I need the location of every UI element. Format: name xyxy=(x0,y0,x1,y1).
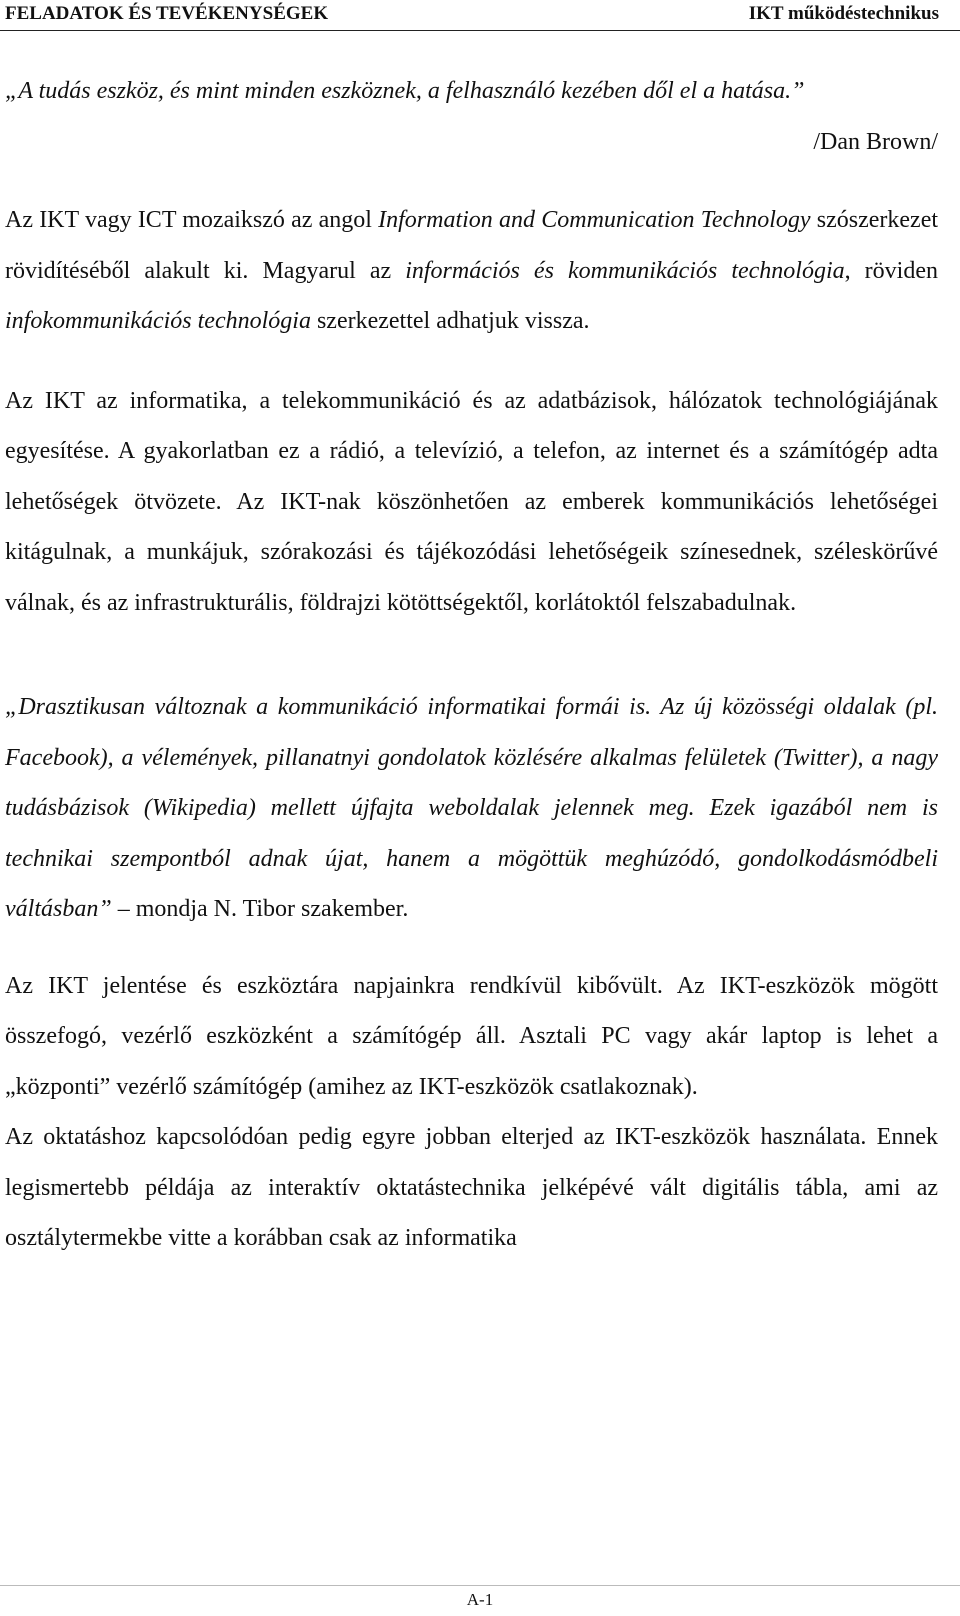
paragraph-ikt-tools: Az IKT jelentése és eszköztára napjainkra rendkívül kibővült. Az IKT-eszközök mögött összefogó, vezérlő eszközként a számítógép áll. Asztali PC vagy akár laptop is lehet a „központi” vezérlő számítógép (amihez az IKT-eszközök csatlakoznak). xyxy=(5,972,938,1100)
header-section-title: FELADATOK ÉS TEVÉKENYSÉGEK xyxy=(5,3,329,24)
text-run: szószerkezet rövidítéséből alakult ki. Magyarul az xyxy=(5,207,939,284)
text-run: Az IKT vagy ICT mozaikszó az angol xyxy=(5,207,379,233)
paragraph-expert-quote xyxy=(5,682,938,935)
page-number: A-1 xyxy=(466,1590,494,1609)
running-header xyxy=(0,0,960,31)
paragraph-ikt-integration: Az IKT az informatika, a telekommunikáció és az adatbázisok, hálózatok technológiájának egyesítése. A gyakorlatban ez a rádió, a televízió, a telefon, az internet és a számítógép adta lehetőségek ötvözete. Az IKT-nak köszönhetően az emberek kommunikációs lehetőségei kitágulnak, a munkájuk, szórakozási és tájékozódási lehetőségeik színesednek, széleskörűvé válnak, és az infrastrukturális, földrajzi kötöttségektől, korlátoktól felszabadulnak. xyxy=(5,387,938,616)
text-run-italic: információs és kommunikációs technológia xyxy=(405,257,845,284)
text-run-italic: Information and Communication Technology xyxy=(378,207,811,233)
text-run: – mondja N. Tibor szakember. xyxy=(111,896,409,922)
footer-divider xyxy=(0,1585,960,1586)
text-run-italic: infokommunikációs technológia xyxy=(5,308,311,334)
page-body xyxy=(5,66,938,1264)
header-course-title: IKT működéstechnikus xyxy=(748,3,939,24)
text-run: , röviden xyxy=(844,257,938,284)
paragraph-education: Az oktatáshoz kapcsolódóan pedig egyre jobban elterjed az IKT-eszközök használata. Ennek legismertebb példája az interaktív oktatástechnika jelképévé vált digitális tábla, ami az osztálytermekbe vitte a korábban csak az informatika xyxy=(5,1124,938,1251)
text-run-italic: „Drasztikusan változnak a kommunikáció informatikai formái is. Az új közösségi oldalak (pl. Facebook), a vélemények, pillanatnyi gondolatok közlésére alkalmas felületek (Twitter), a nagy tudásbázisok (Wikipedia) mellett újfajta weboldalak jelennek meg. Ezek igazából nem is technikai szempontból adnak újat, hanem a mögöttük meghúzódó, gondolkodásmódbeli váltásban” xyxy=(5,694,938,922)
text-run: szerkezettel adhatjuk vissza. xyxy=(310,308,590,334)
paragraph-ikt-definition xyxy=(5,195,938,347)
epigraph-author: /Dan Brown/ xyxy=(813,128,938,155)
epigraph-quote: „A tudás eszköz, és mint minden eszköznek, a felhasználó kezében dől el a hatása.” xyxy=(5,78,805,104)
